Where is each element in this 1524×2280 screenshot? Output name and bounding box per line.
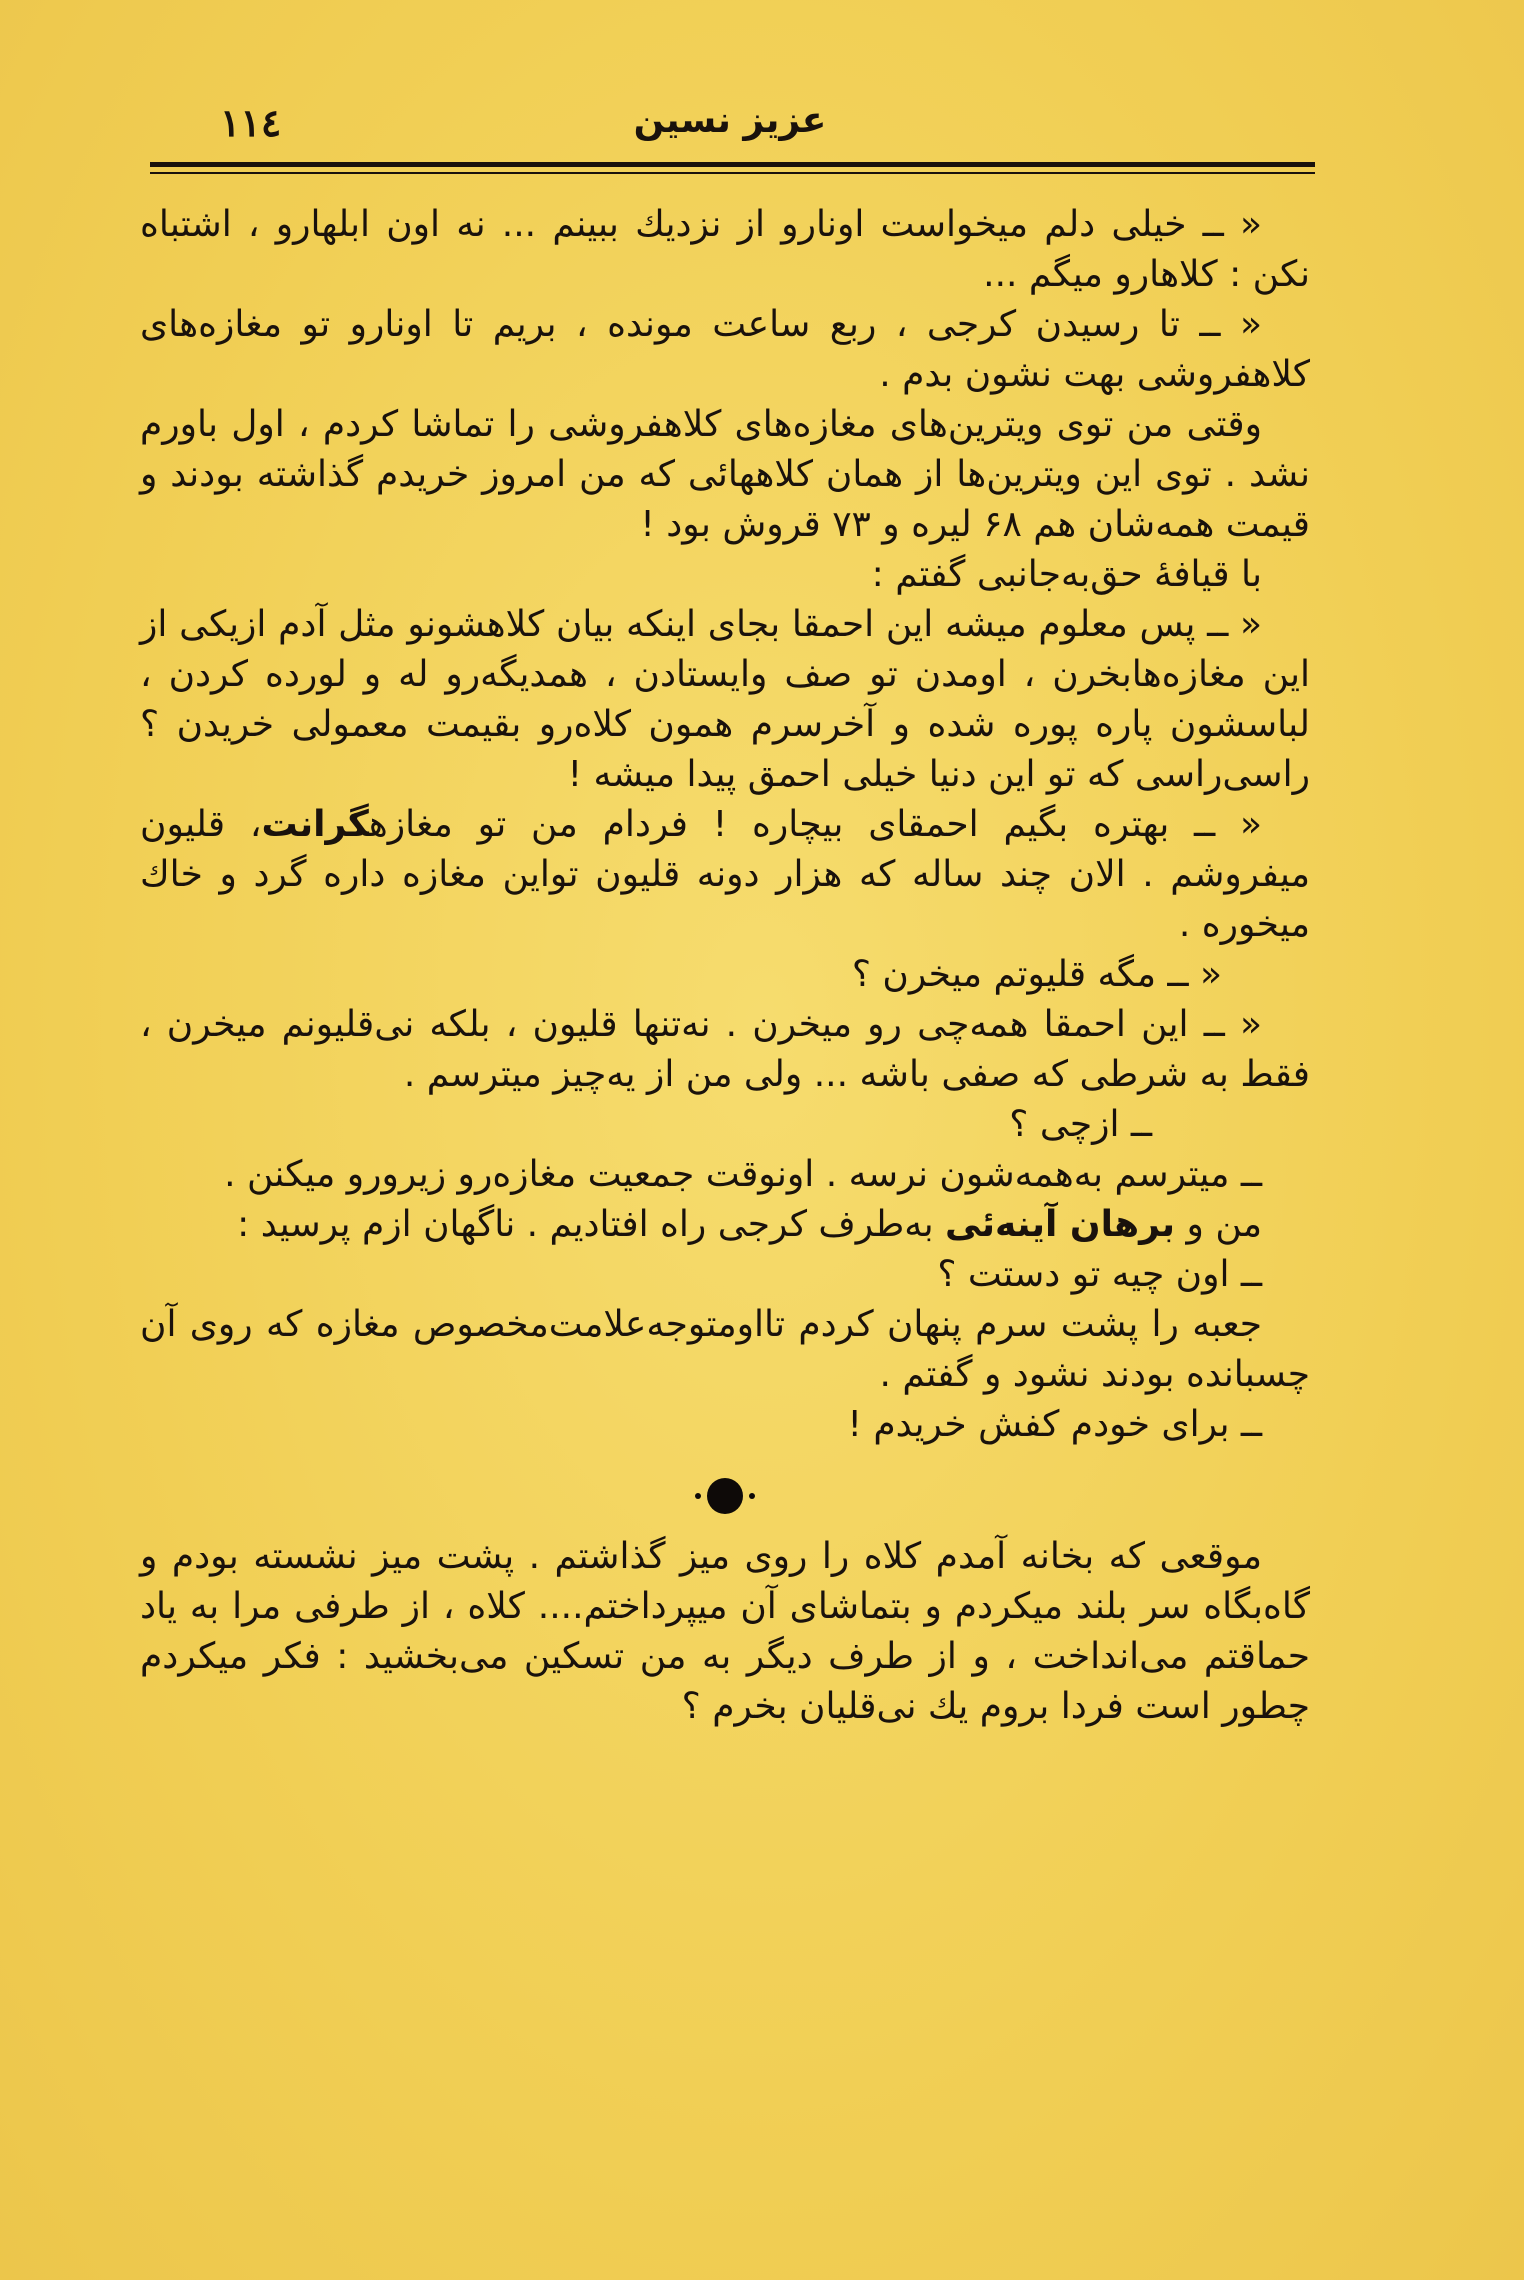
name-burhan-aynei: برهان آینه‌ئی [945,1204,1176,1245]
paragraph-12: ــ اون چیه تو دستت ؟ [937,1254,1262,1295]
paragraph-13: جعبه را پشت سرم پنهان کردم تااومتوجه‌علامت‌مخصوص مغازه که روی آن چسبانده بودند نشود و گفتم . [140,1304,1310,1395]
paragraph-8: « ــ این احمقا همه‌چی رو میخرن . نه‌تنها قلیون ، بلکه نی‌قلیونم میخرن ، فقط به شرطی که صفی باشه ... ولی من از یه‌چیز میترسم . [140,1004,1310,1095]
paragraph-3: وقتی من توی ویترین‌های مغازه‌های کلاهفروشی را تماشا کردم ، اول باورم نشد . توی این ویترین‌ها از همان کلاههائی که من امروز خریدم گذاشته بودند و قیمت همه‌شان هم ۶۸ لیره و ۷۳ قروش بود ! [140,404,1310,545]
paragraph-15: موقعی که بخانه آمدم کلاه را روی میز گذاشتم . پشت میز نشسته بودم و گاه‌بگاه سر بلند میکردم و بتماشای آن میپرداختم.... کلاه ، از طرفی مرا به یاد حماقتم می‌انداخت ، و از طرف دیگر به من تسکین می‌بخشید : فکر میکردم چطور است فردا بروم یك نی‌قلیان بخرم ؟ [140,1536,1310,1727]
shop-name-grant: گرانت [261,804,369,845]
paragraph-5: « ــ پس معلوم میشه این احمقا بجای اینکه بیان کلاهشونو مثل آدم ازیکی از این مغازه‌هابخرن ، اومدن تو صف وایستادن ، همدیگه‌رو له و لورده کردن ، لباسشون پاره پوره شده و آخرسرم همون کلاه‌رو بقیمت معمولی خریدن ؟ راسی‌راسی که تو این دنیا خیلی احمق پیدا میشه ! [140,604,1310,795]
paragraph-7: « ــ مگه قلیوتم میخرن ؟ [851,954,1222,995]
section-divider [140,1470,1310,1510]
paragraph-1: « ــ خیلی دلم میخواست اونارو از نزدیك ببینم ... نه اون ابلهارو ، اشتباه نکن : کلاهارو میگم ... [140,204,1310,295]
paragraph-6-start: « ــ بهتره بگیم احمقای بیچاره ! فردام من تو مغازه [368,804,1263,845]
divider-dot-center [707,1478,743,1514]
paragraph-2: « ــ تا رسیدن کرجی ، ربع ساعت مونده ، بریم تا اونارو تو مغازه‌های کلاهفروشی بهت نشون بدم . [140,304,1310,395]
paragraph-11 [140,1200,1310,1250]
body-text [140,200,1310,1732]
page-number: ١١٤ [220,100,282,145]
header-title: عزیز نسین [633,100,827,141]
header-rule-thick [150,162,1315,167]
paragraph-6-end: ، قلیون میفروشم . الان چند ساله که هزار دونه قلیون تواین مغازه داره گرد و خاك میخوره . [140,804,1310,945]
paragraph-14: ــ برای خودم کفش خریدم ! [847,1404,1262,1445]
paragraph-11-start: من و [1186,1204,1262,1245]
running-head [150,100,1310,160]
divider-dot-left [749,1493,755,1499]
divider-dot-right [695,1493,701,1499]
paragraph-11-end: به‌طرف کرجی راه افتادیم . ناگهان ازم پرسید : [237,1204,934,1245]
paragraph-4: با قیافهٔ حق‌به‌جانبی گفتم : [871,554,1262,595]
paragraph-10: ــ میترسم به‌همه‌شون نرسه . اونوقت جمعیت مغازه‌رو زیرورو میکنن . [224,1154,1262,1195]
paragraph-9: ــ ازچی ؟ [1009,1104,1152,1145]
header-rule-thin [150,172,1315,174]
paragraph-6 [140,800,1310,950]
